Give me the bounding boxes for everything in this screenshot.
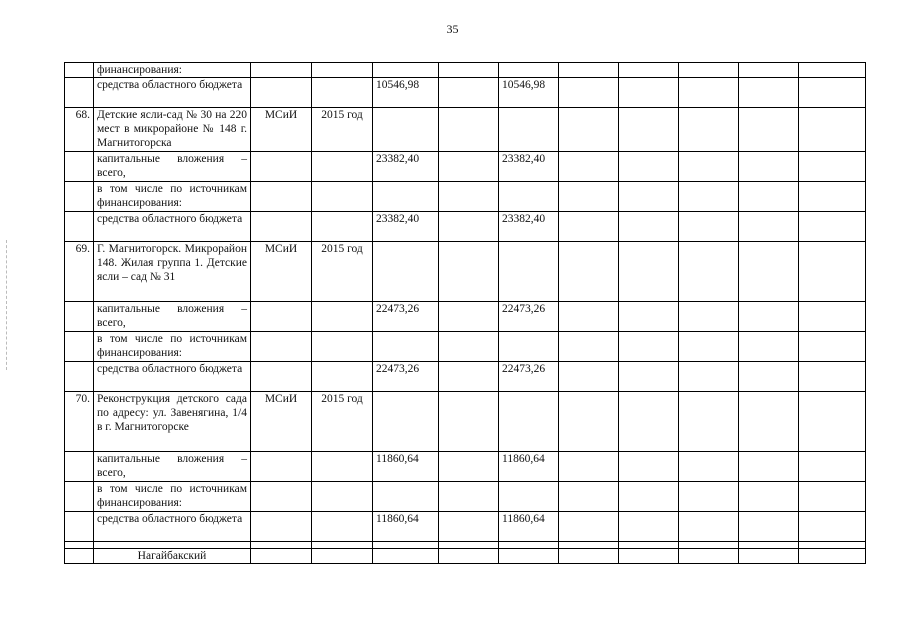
empty-cell <box>679 78 739 108</box>
row-number-cell <box>65 302 94 332</box>
amount-year-cell <box>499 482 559 512</box>
row-number-cell <box>65 452 94 482</box>
empty-cell <box>439 182 499 212</box>
amount-total-cell <box>373 549 439 564</box>
empty-cell <box>559 302 619 332</box>
empty-cell <box>679 392 739 452</box>
year-cell: 2015 год <box>312 242 373 302</box>
empty-cell <box>799 542 866 549</box>
amount-year-cell <box>499 392 559 452</box>
empty-cell <box>439 152 499 182</box>
empty-cell <box>739 182 799 212</box>
empty-cell <box>799 108 866 152</box>
empty-cell <box>739 512 799 542</box>
amount-total-cell: 22473,26 <box>373 302 439 332</box>
empty-cell <box>799 332 866 362</box>
description-cell: в том числе по источникам финансирования: <box>94 482 251 512</box>
empty-cell <box>439 392 499 452</box>
organization-cell <box>251 482 312 512</box>
amount-year-cell <box>499 542 559 549</box>
empty-cell <box>739 212 799 242</box>
amount-total-cell: 11860,64 <box>373 512 439 542</box>
amount-year-cell: 22473,26 <box>499 362 559 392</box>
spacer-row <box>65 542 866 549</box>
description-cell: средства областного бюджета <box>94 78 251 108</box>
year-cell <box>312 512 373 542</box>
empty-cell <box>439 242 499 302</box>
empty-cell <box>679 242 739 302</box>
empty-cell <box>739 542 799 549</box>
empty-cell <box>679 212 739 242</box>
description-cell <box>94 542 251 549</box>
empty-cell <box>799 392 866 452</box>
empty-cell <box>559 482 619 512</box>
empty-cell <box>679 302 739 332</box>
table-row <box>65 452 866 482</box>
empty-cell <box>739 78 799 108</box>
empty-cell <box>619 512 679 542</box>
amount-total-cell <box>373 63 439 78</box>
amount-year-cell: 23382,40 <box>499 212 559 242</box>
empty-cell <box>799 78 866 108</box>
amount-total-cell <box>373 392 439 452</box>
amount-year-cell: 23382,40 <box>499 152 559 182</box>
table-row <box>65 332 866 362</box>
organization-cell: МСиИ <box>251 242 312 302</box>
year-cell <box>312 302 373 332</box>
empty-cell <box>679 108 739 152</box>
empty-cell <box>619 362 679 392</box>
description-cell: в том числе по источникам финансирования: <box>94 332 251 362</box>
amount-total-cell: 23382,40 <box>373 152 439 182</box>
organization-cell <box>251 78 312 108</box>
amount-year-cell <box>499 108 559 152</box>
table-row <box>65 152 866 182</box>
organization-cell: МСиИ <box>251 392 312 452</box>
organization-cell <box>251 63 312 78</box>
empty-cell <box>559 78 619 108</box>
amount-total-cell <box>373 542 439 549</box>
table-row <box>65 362 866 392</box>
empty-cell <box>559 332 619 362</box>
description-cell: капитальные вложения – всего, <box>94 152 251 182</box>
empty-cell <box>559 63 619 78</box>
organization-cell <box>251 302 312 332</box>
empty-cell <box>679 452 739 482</box>
row-number-cell <box>65 549 94 564</box>
empty-cell <box>739 362 799 392</box>
description-cell: Г. Магнитогорск. Микрорайон 148. Жилая группа 1. Детские ясли – сад № 31 <box>94 242 251 302</box>
amount-year-cell: 22473,26 <box>499 302 559 332</box>
empty-cell <box>739 549 799 564</box>
description-cell: в том числе по источникам финансирования: <box>94 182 251 212</box>
row-number-cell <box>65 482 94 512</box>
empty-cell <box>679 332 739 362</box>
year-cell: 2015 год <box>312 392 373 452</box>
empty-cell <box>739 482 799 512</box>
organization-cell <box>251 362 312 392</box>
row-number-cell <box>65 78 94 108</box>
amount-year-cell <box>499 182 559 212</box>
investment-table <box>64 62 866 564</box>
empty-cell <box>439 452 499 482</box>
empty-cell <box>799 549 866 564</box>
row-number-cell <box>65 512 94 542</box>
object-row <box>65 392 866 452</box>
table-body <box>65 63 866 564</box>
description-cell: Нагайбакский <box>94 549 251 564</box>
description-cell: Реконструкция детского сада по адресу: ул. Завенягина, 1/4 в г. Магнитогорске <box>94 392 251 452</box>
amount-total-cell <box>373 182 439 212</box>
empty-cell <box>439 549 499 564</box>
empty-cell <box>679 152 739 182</box>
empty-cell <box>739 452 799 482</box>
empty-cell <box>799 152 866 182</box>
organization-cell <box>251 542 312 549</box>
empty-cell <box>439 512 499 542</box>
description-cell: средства областного бюджета <box>94 362 251 392</box>
empty-cell <box>739 108 799 152</box>
empty-cell <box>679 542 739 549</box>
row-number-cell <box>65 362 94 392</box>
empty-cell <box>439 482 499 512</box>
amount-year-cell <box>499 549 559 564</box>
empty-cell <box>799 242 866 302</box>
empty-cell <box>559 452 619 482</box>
empty-cell <box>799 452 866 482</box>
year-cell <box>312 212 373 242</box>
empty-cell <box>439 362 499 392</box>
empty-cell <box>439 542 499 549</box>
empty-cell <box>619 212 679 242</box>
row-number-cell <box>65 332 94 362</box>
year-cell <box>312 332 373 362</box>
year-cell <box>312 63 373 78</box>
description-cell: финансирования: <box>94 63 251 78</box>
description-cell: капитальные вложения – всего, <box>94 452 251 482</box>
empty-cell <box>439 78 499 108</box>
row-number-cell <box>65 182 94 212</box>
empty-cell <box>739 332 799 362</box>
organization-cell <box>251 512 312 542</box>
organization-cell <box>251 152 312 182</box>
empty-cell <box>559 108 619 152</box>
empty-cell <box>559 549 619 564</box>
empty-cell <box>799 512 866 542</box>
table-row <box>65 512 866 542</box>
organization-cell <box>251 182 312 212</box>
empty-cell <box>679 362 739 392</box>
object-row <box>65 242 866 302</box>
empty-cell <box>559 212 619 242</box>
object-row <box>65 108 866 152</box>
empty-cell <box>559 542 619 549</box>
empty-cell <box>799 302 866 332</box>
empty-cell <box>679 182 739 212</box>
empty-cell <box>559 152 619 182</box>
empty-cell <box>619 152 679 182</box>
empty-cell <box>559 242 619 302</box>
empty-cell <box>439 108 499 152</box>
amount-year-cell: 11860,64 <box>499 452 559 482</box>
description-cell: Детские ясли-сад № 30 на 220 мест в микрорайоне № 148 г. Магнитогорска <box>94 108 251 152</box>
amount-total-cell <box>373 242 439 302</box>
empty-cell <box>799 212 866 242</box>
year-cell <box>312 549 373 564</box>
year-cell <box>312 362 373 392</box>
empty-cell <box>439 63 499 78</box>
empty-cell <box>679 482 739 512</box>
empty-cell <box>619 332 679 362</box>
margin-scan-mark <box>6 240 7 370</box>
year-cell: 2015 год <box>312 108 373 152</box>
row-number-cell <box>65 212 94 242</box>
organization-cell <box>251 212 312 242</box>
table-row <box>65 182 866 212</box>
organization-cell <box>251 549 312 564</box>
empty-cell <box>619 549 679 564</box>
year-cell <box>312 452 373 482</box>
empty-cell <box>559 392 619 452</box>
empty-cell <box>679 63 739 78</box>
year-cell <box>312 152 373 182</box>
empty-cell <box>619 108 679 152</box>
row-number-cell <box>65 542 94 549</box>
empty-cell <box>619 63 679 78</box>
year-cell <box>312 482 373 512</box>
amount-total-cell <box>373 332 439 362</box>
empty-cell <box>619 452 679 482</box>
empty-cell <box>619 242 679 302</box>
table-row <box>65 302 866 332</box>
organization-cell <box>251 452 312 482</box>
table-row <box>65 78 866 108</box>
description-cell: средства областного бюджета <box>94 512 251 542</box>
page-number: 35 <box>446 22 459 36</box>
empty-cell <box>559 512 619 542</box>
table-row <box>65 212 866 242</box>
amount-total-cell: 11860,64 <box>373 452 439 482</box>
year-cell <box>312 78 373 108</box>
amount-year-cell: 10546,98 <box>499 78 559 108</box>
description-cell: средства областного бюджета <box>94 212 251 242</box>
description-cell: капитальные вложения – всего, <box>94 302 251 332</box>
row-number-cell: 68. <box>65 108 94 152</box>
empty-cell <box>439 332 499 362</box>
amount-total-cell: 22473,26 <box>373 362 439 392</box>
empty-cell <box>559 182 619 212</box>
empty-cell <box>619 78 679 108</box>
empty-cell <box>799 63 866 78</box>
empty-cell <box>799 362 866 392</box>
organization-cell: МСиИ <box>251 108 312 152</box>
amount-year-cell: 11860,64 <box>499 512 559 542</box>
empty-cell <box>619 542 679 549</box>
amount-total-cell <box>373 108 439 152</box>
empty-cell <box>739 63 799 78</box>
empty-cell <box>799 182 866 212</box>
empty-cell <box>739 302 799 332</box>
amount-year-cell <box>499 332 559 362</box>
amount-total-cell: 23382,40 <box>373 212 439 242</box>
empty-cell <box>619 392 679 452</box>
empty-cell <box>799 482 866 512</box>
table-row <box>65 482 866 512</box>
row-number-cell: 70. <box>65 392 94 452</box>
row-number-cell <box>65 63 94 78</box>
empty-cell <box>619 182 679 212</box>
section-row <box>65 549 866 564</box>
amount-total-cell <box>373 482 439 512</box>
empty-cell <box>739 152 799 182</box>
empty-cell <box>439 302 499 332</box>
table-row <box>65 63 866 78</box>
row-number-cell <box>65 152 94 182</box>
empty-cell <box>619 482 679 512</box>
empty-cell <box>439 212 499 242</box>
year-cell <box>312 542 373 549</box>
empty-cell <box>679 512 739 542</box>
empty-cell <box>739 242 799 302</box>
organization-cell <box>251 332 312 362</box>
empty-cell <box>679 549 739 564</box>
amount-year-cell <box>499 63 559 78</box>
amount-total-cell: 10546,98 <box>373 78 439 108</box>
empty-cell <box>559 362 619 392</box>
row-number-cell: 69. <box>65 242 94 302</box>
year-cell <box>312 182 373 212</box>
empty-cell <box>619 302 679 332</box>
empty-cell <box>739 392 799 452</box>
amount-year-cell <box>499 242 559 302</box>
